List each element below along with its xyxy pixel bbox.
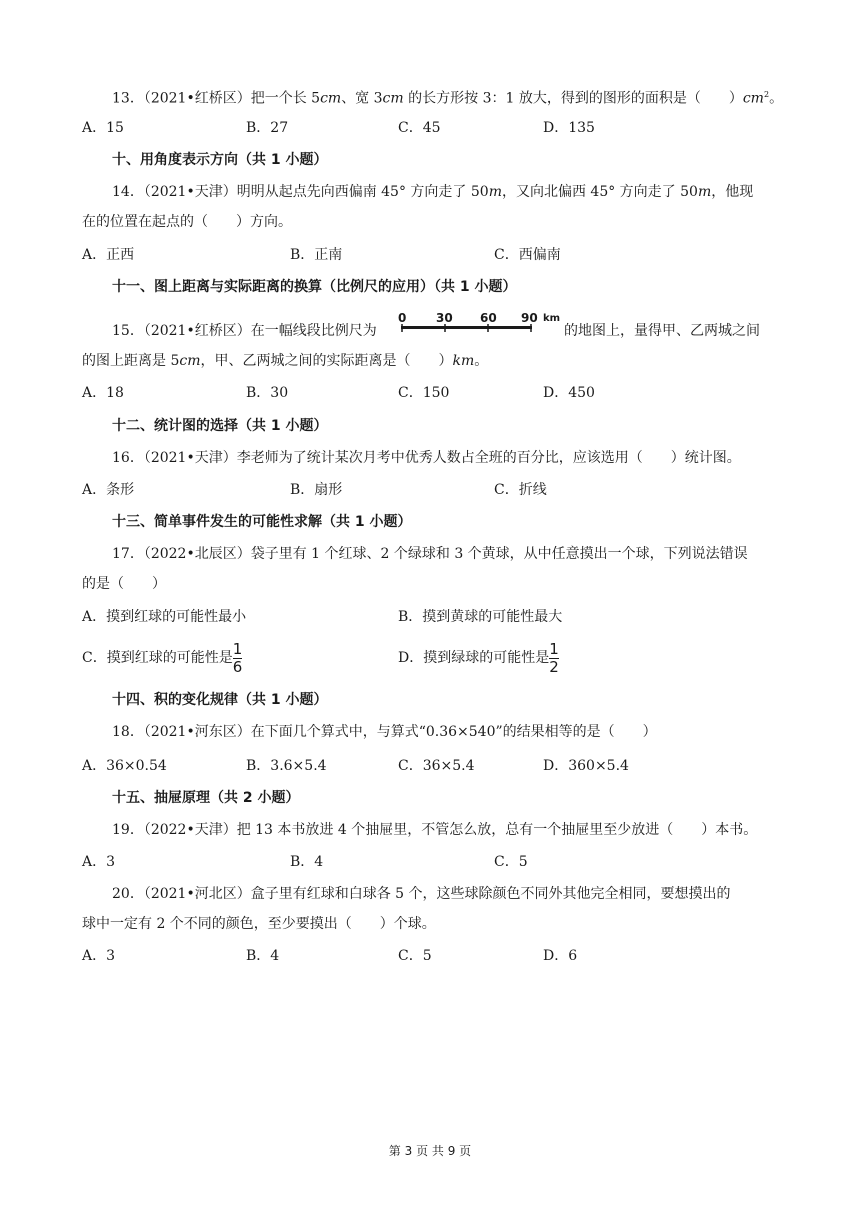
q13-option-c: C．45 [398, 120, 441, 136]
q17-option-a: A．摸到红球的可能性最小 [82, 609, 247, 625]
q16-option-b: B．扇形 [290, 482, 343, 498]
page-footer: 第 3 页 共 9 页 [388, 1144, 472, 1158]
q13-option-a: A．15 [82, 120, 124, 136]
q20-option-c: C．5 [398, 948, 432, 964]
section-heading-12: 十二、统计图的选择（共 1 小题） [112, 418, 328, 434]
q15-stem-line1a: 15．（2021•红桥区）在一幅线段比例尺为 [112, 323, 377, 339]
q20-stem-line1: 20．（2021•河北区）盒子里有红球和白球各 5 个，这些球除颜色不同外其他完全相同，要想摸出的 [112, 886, 731, 902]
q14-option-c: C．西偏南 [494, 247, 561, 263]
scale-unit-label: km [543, 313, 561, 324]
q14-option-a: A．正西 [82, 247, 135, 263]
q19-stem: 19．（2022•天津）把 13 本书放进 4 个抽屉里，不管怎么放，总有一个抽屉里至少放进（ ）本书。 [112, 822, 758, 838]
q15-stem-line1b: 的地图上，量得甲、乙两城之间 [564, 323, 760, 339]
fraction-one-sixth: $\frac{1}{6}$ [232, 639, 243, 676]
scale-tick-label: 30 [436, 311, 453, 325]
section-heading-13: 十三、简单事件发生的可能性求解（共 1 小题） [112, 514, 412, 530]
scale-tick-label: 0 [398, 311, 407, 325]
q15-option-a: A．18 [82, 385, 124, 401]
q15-stem-line2: 的图上距离是 5cm，甲、乙两城之间的实际距离是（ ）km。 [82, 353, 489, 369]
q16-option-a: A．条形 [82, 482, 135, 498]
q17-option-d: D．摸到绿球的可能性是 $\frac{1}{2}$ [398, 639, 559, 676]
q18-stem: 18．（2021•河东区）在下面几个算式中，与算式“0.36×540”的结果相等的是（ ） [112, 724, 657, 740]
q18-option-c: C．36×5.4 [398, 758, 475, 774]
q20-stem-line2: 球中一定有 2 个不同的颜色，至少要摸出（ ）个球。 [82, 916, 436, 932]
q15-option-c: C．150 [398, 385, 450, 401]
q18-option-a: A．36×0.54 [82, 758, 167, 774]
q18-option-d: D．360×5.4 [543, 758, 629, 774]
q16-option-c: C．折线 [494, 482, 547, 498]
scale-tick-label: 90 [521, 311, 538, 325]
section-heading-14: 十四、积的变化规律（共 1 小题） [112, 692, 328, 708]
total-page-count: 9 [447, 1144, 456, 1158]
q19-option-b: B．4 [290, 854, 324, 870]
scale-tick-label: 60 [480, 311, 497, 325]
q14-option-b: B．正南 [290, 247, 343, 263]
q19-option-a: A．3 [82, 854, 116, 870]
q17-option-b: B．摸到黄球的可能性最大 [398, 609, 563, 625]
q13-option-b: B．27 [246, 120, 289, 136]
q17-stem-line1: 17．（2022•北辰区）袋子里有 1 个红球、2 个绿球和 3 个黄球，从中任意摸出一个球，下列说法错误 [112, 546, 748, 562]
q20-option-b: B．4 [246, 948, 280, 964]
q18-option-b: B．3.6×5.4 [246, 758, 327, 774]
q15-option-b: B．30 [246, 385, 289, 401]
section-heading-11: 十一、图上距离与实际距离的换算（比例尺的应用）（共 1 小题） [112, 279, 517, 295]
q20-option-a: A．3 [82, 948, 116, 964]
scale-bar [401, 326, 532, 329]
scale-bar-figure [396, 308, 562, 342]
q14-stem-line1: 14．（2021•天津）明明从起点先向西偏南 45° 方向走了 50m，又向北偏西 45° 方向走了 50m，他现 [112, 184, 754, 200]
fraction-one-half: $\frac{1}{2}$ [549, 639, 559, 676]
q13-stem: 13．（2021•红桥区）把一个长 5cm、宽 3cm 的长方形按 3：1 放大，得到的图形的面积是（ ）$cm^2$。 [112, 90, 784, 107]
current-page-number: 3 [404, 1144, 413, 1158]
q13-option-d: D．135 [543, 120, 595, 136]
q20-option-d: D．6 [543, 948, 578, 964]
q17-option-c: C．摸到红球的可能性是 $\frac{1}{6}$ [82, 639, 243, 676]
section-heading-10: 十、用角度表示方向（共 1 小题） [112, 152, 328, 168]
q19-option-c: C．5 [494, 854, 528, 870]
q17-stem-line2: 的是（ ） [82, 576, 166, 592]
section-heading-15: 十五、抽屉原理（共 2 小题） [112, 790, 300, 806]
q15-option-d: D．450 [543, 385, 595, 401]
q14-stem-line2: 在的位置在起点的（ ）方向。 [82, 214, 292, 230]
q16-stem: 16．（2021•天津）李老师为了统计某次月考中优秀人数占全班的百分比，应该选用（ ）统计图。 [112, 450, 741, 466]
